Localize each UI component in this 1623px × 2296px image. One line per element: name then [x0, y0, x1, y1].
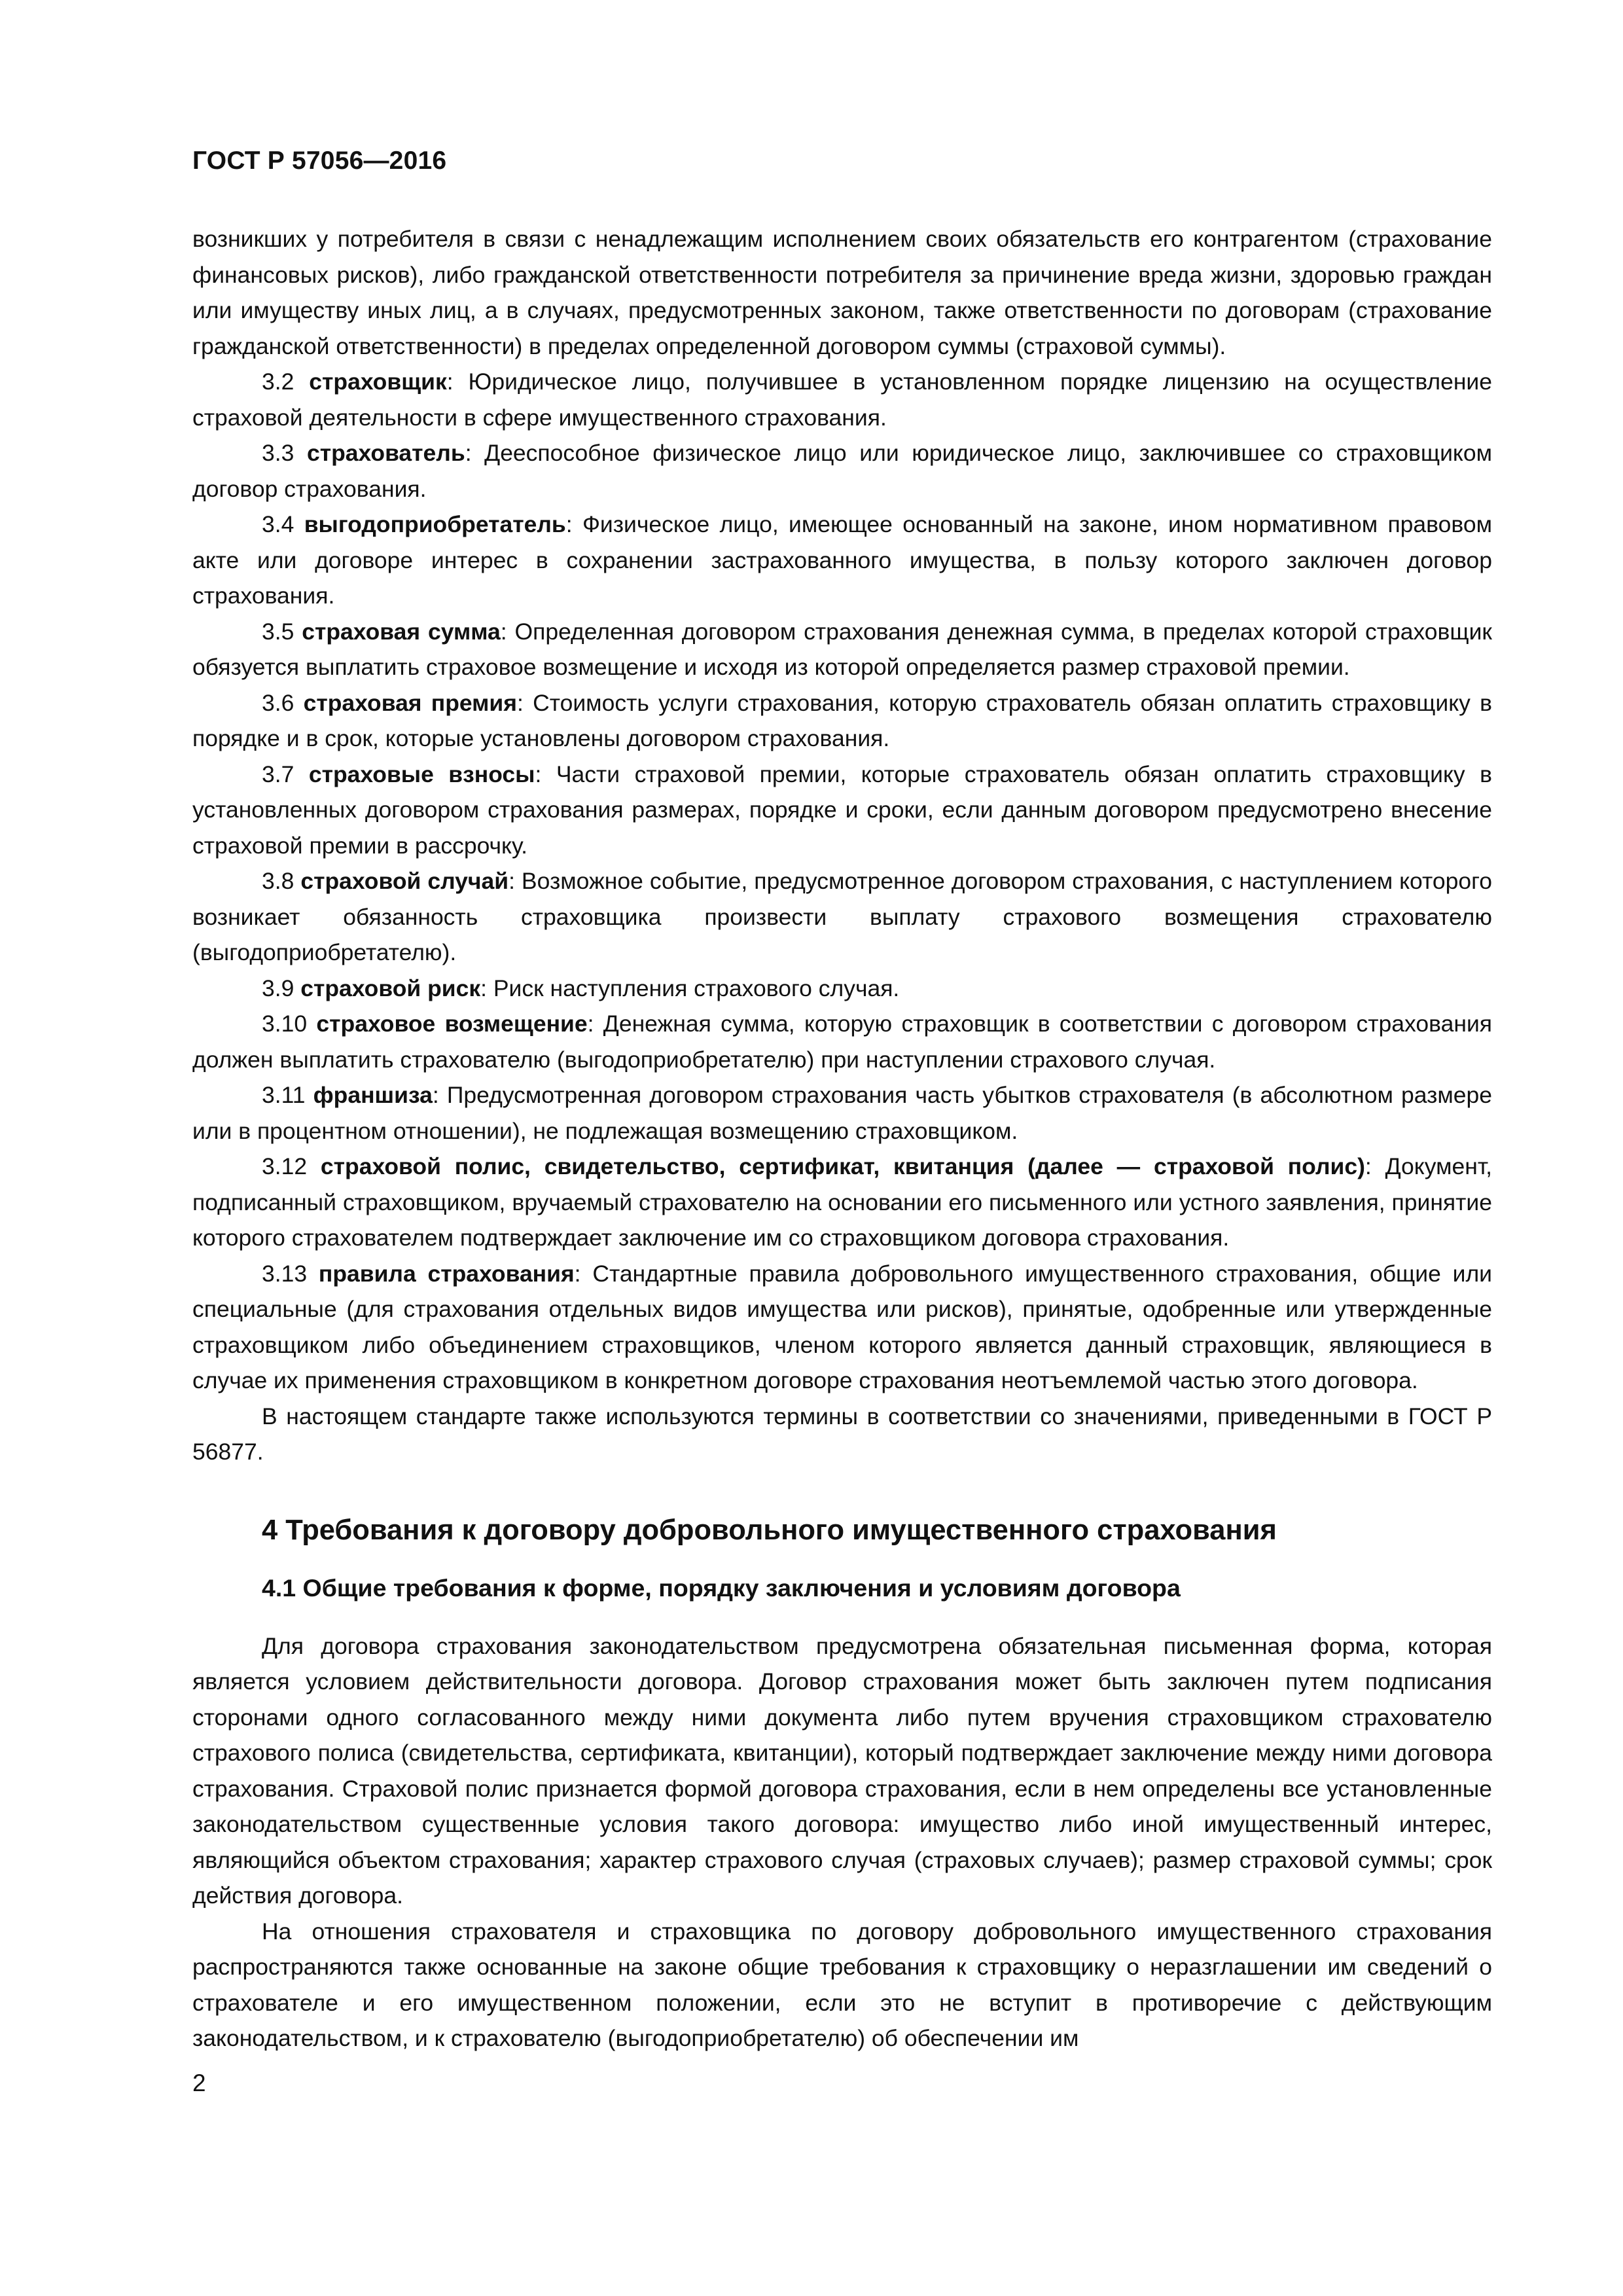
term-definition: : Физическое лицо, имеющее основанный на законе, ином нормативном правовом акте или договоре интерес в сохранении застрахованного имущества, в пользу которого заключен договор страхования. — [192, 511, 1492, 609]
term-name: страховщик — [309, 368, 447, 395]
term-3-4 — [192, 507, 1492, 614]
term-number: 3.10 — [262, 1011, 308, 1037]
term-name: правила страхования — [318, 1260, 575, 1287]
document-code-header: ГОСТ Р 57056—2016 — [192, 147, 447, 175]
term-definition: : Части страховой премии, которые страхователь обязан оплатить страховщику в установленных договором страхования размерах, порядке и сроки, если данным договором предусмотрено внесение страховой премии в рассрочку. — [192, 761, 1492, 859]
section-4-1-heading: 4.1 Общие требования к форме, порядку заключения и условиям договора — [262, 1573, 1181, 1602]
term-definition: : Предусмотренная договором страхования часть убытков страхователя (в абсолютном размере или в процентном отношении), не подлежащая возмещению страховщиком. — [192, 1082, 1492, 1144]
term-definition: : Стандартные правила добровольного имущественного страхования, общие или специальные (для страхования отдельных видов имущества или рисков), принятые, одобренные или утвержденные страховщиком либо объединением страховщиков, членом которого является данный страховщик, являющиеся в случае их применения страховщиком в конкретном договоре страхования неотъемлемой частью этого договора. — [192, 1260, 1492, 1393]
term-number: 3.6 — [262, 689, 294, 716]
term-name: страхователь — [306, 440, 465, 466]
term-number: 3.5 — [262, 618, 294, 645]
term-number: 3.3 — [262, 440, 294, 466]
term-number: 3.13 — [262, 1260, 308, 1287]
term-name: страховая премия — [303, 689, 517, 716]
term-name: выгодоприобретатель — [304, 511, 566, 537]
term-3-6 — [192, 685, 1492, 757]
term-3-3 — [192, 435, 1492, 507]
term-3-2 — [192, 364, 1492, 435]
term-name: страховая сумма — [302, 618, 501, 645]
term-number: 3.8 — [262, 868, 294, 894]
term-definition: : Возможное событие, предусмотренное договором страхования, с наступлением которого возникает обязанность страховщика произвести выплату страхового возмещения страхователю (выгодоприобретателю). — [192, 868, 1492, 965]
term-definition: : Определенная договором страхования денежная сумма, в пределах которой страховщик обязуется выплатить страховое возмещение и исходя из которой определяется размер страховой премии. — [192, 618, 1492, 680]
paragraph-continuation: возникших у потребителя в связи с ненадлежащим исполнением своих обязательств его контрагентом (страхование финансовых рисков), либо гражданской ответственности потребителя за причинение вреда жизни, здоровью граждан или имуществу иных лиц, а в случаях, предусмотренных законом, также ответственности по договорам (страхование гражданской ответственности) в пределах определенной договором суммы (страховой суммы). — [192, 226, 1492, 359]
term-name: страховые взносы — [308, 761, 535, 787]
document-body — [192, 221, 1492, 2056]
term-number: 3.12 — [262, 1153, 308, 1179]
term-name: страховое возмещение — [316, 1011, 588, 1037]
term-name: страховой полис, свидетельство, сертификат, квитанция (далее — страховой полис) — [320, 1153, 1365, 1179]
term-definition: : Денежная сумма, которую страховщик в соответствии с договором страхования должен выплатить страхователю (выгодоприобретателю) при наступлении страхового случая. — [192, 1011, 1492, 1073]
page-number: 2 — [192, 2070, 206, 2096]
section-4-1-paragraph-1: Для договора страхования законодательством предусмотрена обязательная письменная форма, которая является условием действительности договора. Договор страхования может быть заключен путем подписания сторонами одного согласованного между ними документа либо путем вручения страховщиком страхователю страхового полиса (свидетельства, сертификата, квитанции), который подтверждает заключение между ними договора страхования. Страховой полис признается формой договора страхования, если в нем определены все установленные законодательством существенные условия такого договора: имущество либо иной имущественный интерес, являющийся объектом страхования; характер страхового случая (страховых случаев); размер страховой суммы; срок действия договора. — [192, 1632, 1492, 1909]
term-number: 3.4 — [262, 511, 294, 537]
term-definition: : Юридическое лицо, получившее в установленном порядке лицензию на осуществление страховой деятельности в сфере имущественного страхования. — [192, 368, 1492, 431]
term-name: франшиза — [313, 1082, 433, 1108]
term-number: 3.11 — [262, 1082, 306, 1108]
term-definition: : Риск наступления страхового случая. — [480, 975, 900, 1001]
terms-reference-paragraph: В настоящем стандарте также используются термины в соответствии со значениями, приведенными в ГОСТ Р 56877. — [192, 1403, 1492, 1465]
term-name: страховой случай — [300, 868, 509, 894]
term-3-11 — [192, 1077, 1492, 1149]
section-4-heading: 4 Требования к договору добровольного имущественного страхования — [262, 1514, 1277, 1546]
term-3-8 — [192, 863, 1492, 971]
term-definition: : Документ, подписанный страховщиком, вручаемый страхователю на основании его письменного или устного заявления, принятие которого страхователем подтверждает заключение им со страховщиком договора страхования. — [192, 1153, 1493, 1251]
term-3-13 — [192, 1256, 1492, 1399]
term-3-9 — [192, 971, 1492, 1007]
term-number: 3.2 — [262, 368, 294, 395]
term-definition: : Стоимость услуги страхования, которую страхователь обязан оплатить страховщику в порядке и в срок, которые установлены договором страхования. — [192, 689, 1492, 751]
term-definition: : Дееспособное физическое лицо или юридическое лицо, заключившее со страховщиком договор страхования. — [192, 440, 1492, 502]
term-3-12 — [192, 1149, 1492, 1256]
term-number: 3.7 — [262, 761, 294, 787]
term-3-5 — [192, 614, 1492, 685]
term-number: 3.9 — [262, 975, 294, 1001]
section-4-1-paragraph-2: На отношения страхователя и страховщика по договору добровольного имущественного страхования распространяются также основанные на законе общие требования к страховщику о неразглашении им сведений о страхователе и его имущественном положении, если это не вступит в противоречие с действующим законодательством, и к страхователю (выгодоприобретателю) об обеспечении им — [192, 1918, 1492, 2051]
term-3-10 — [192, 1006, 1492, 1077]
term-name: страховой риск — [300, 975, 481, 1001]
term-3-7 — [192, 757, 1492, 864]
